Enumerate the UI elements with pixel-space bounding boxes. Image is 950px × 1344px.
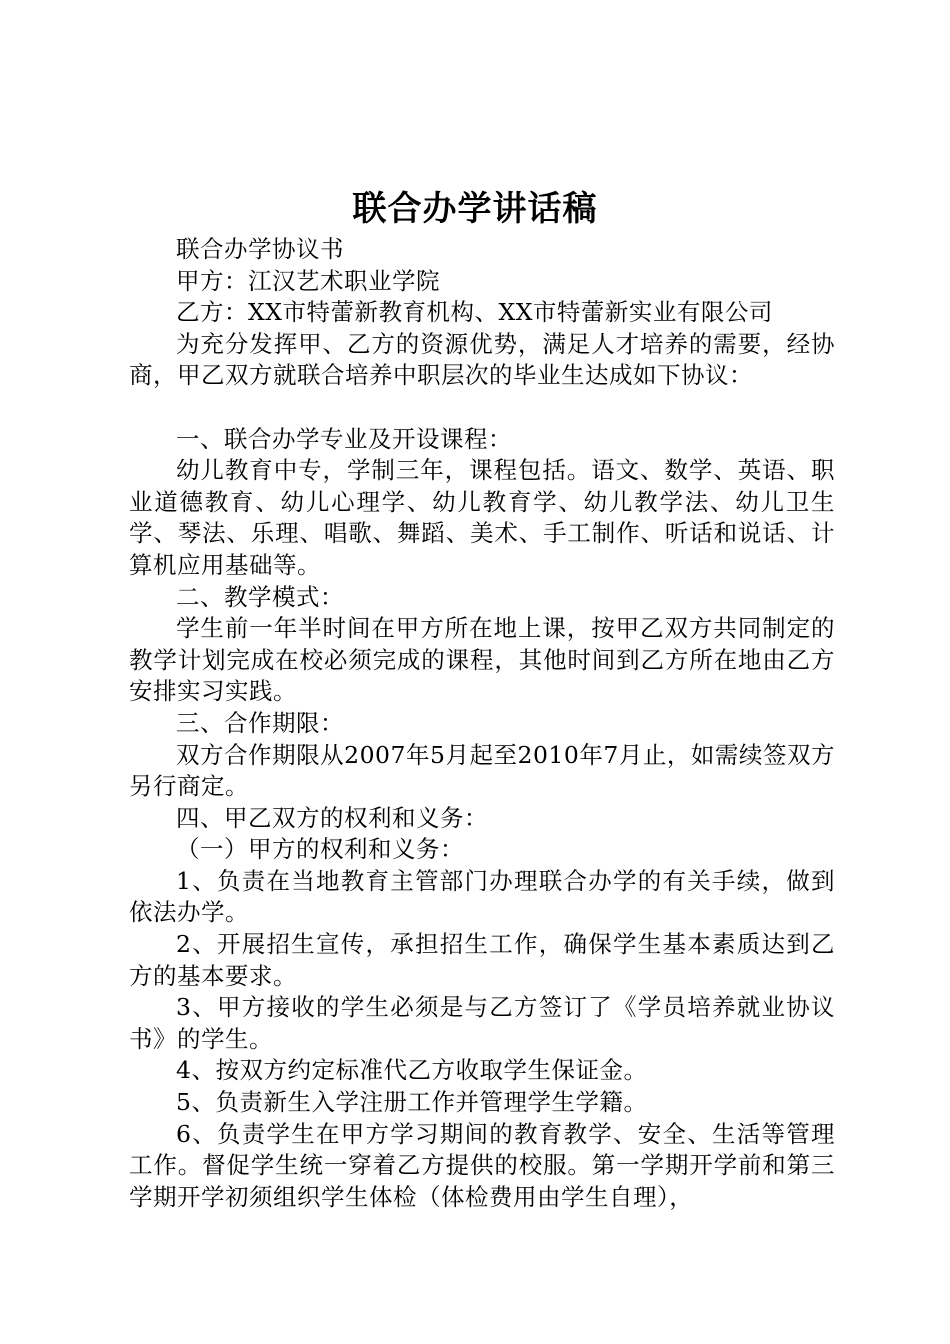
list-item: 6、负责学生在甲方学习期间的教育教学、安全、生活等管理工作。督促学生统一穿着乙方提供的校服。第一学期开学前和第三学期开学初须组织学生体检（体检费用由学生自理）， [129,1119,835,1211]
paragraph-party-a: 甲方：江汉艺术职业学院 [176,266,440,295]
list-item: 4、按双方约定标准代乙方收取学生保证金。 [176,1056,648,1085]
subsection-heading-a: （一）甲方的权利和义务： [176,835,464,864]
list-item: 5、负责新生入学注册工作并管理学生学籍。 [176,1088,648,1117]
list-item: 1、负责在当地教育主管部门办理联合办学的有关手续，做到依法办学。 [129,866,835,927]
paragraph-courses: 幼儿教育中专，学制三年，课程包括。语文、数学、英语、职业道德教育、幼儿心理学、幼儿教育学、幼儿教学法、幼儿卫生学、琴法、乐理、唱歌、舞蹈、美术、手工制作、听话和说话、计算机应用基础等。 [129,456,835,579]
section-heading-3: 三、合作期限： [176,708,344,737]
paragraph-teaching-mode: 学生前一年半时间在甲方所在地上课，按甲乙双方共同制定的教学计划完成在校必须完成的课程，其他时间到乙方所在地由乙方安排实习实践。 [129,614,835,706]
paragraph-cooperation-period: 双方合作期限从2007年5月起至2010年7月止，如需续签双方另行商定。 [129,740,835,801]
paragraph-agreement-heading: 联合办学协议书 [176,235,344,263]
paragraph-party-b: 乙方：XX市特蕾新教育机构、XX市特蕾新实业有限公司 [176,298,773,327]
list-item: 3、甲方接收的学生必须是与乙方签订了《学员培养就业协议书》的学生。 [129,993,835,1053]
section-heading-1: 一、联合办学专业及开设课程： [176,424,512,453]
paragraph-spacer [129,392,835,424]
section-heading-2: 二、教学模式： [176,582,344,611]
document-body [129,234,835,1213]
list-item: 2、开展招生宣传，承担招生工作，确保学生基本素质达到乙方的基本要求。 [129,930,835,990]
paragraph-preamble: 为充分发挥甲、乙方的资源优势，满足人才培养的需要，经协商，甲乙双方就联合培养中职层次的毕业生达成如下协议： [129,329,835,390]
document-title: 联合办学讲话稿 [352,189,598,229]
section-heading-4: 四、甲乙双方的权利和义务： [176,803,488,832]
